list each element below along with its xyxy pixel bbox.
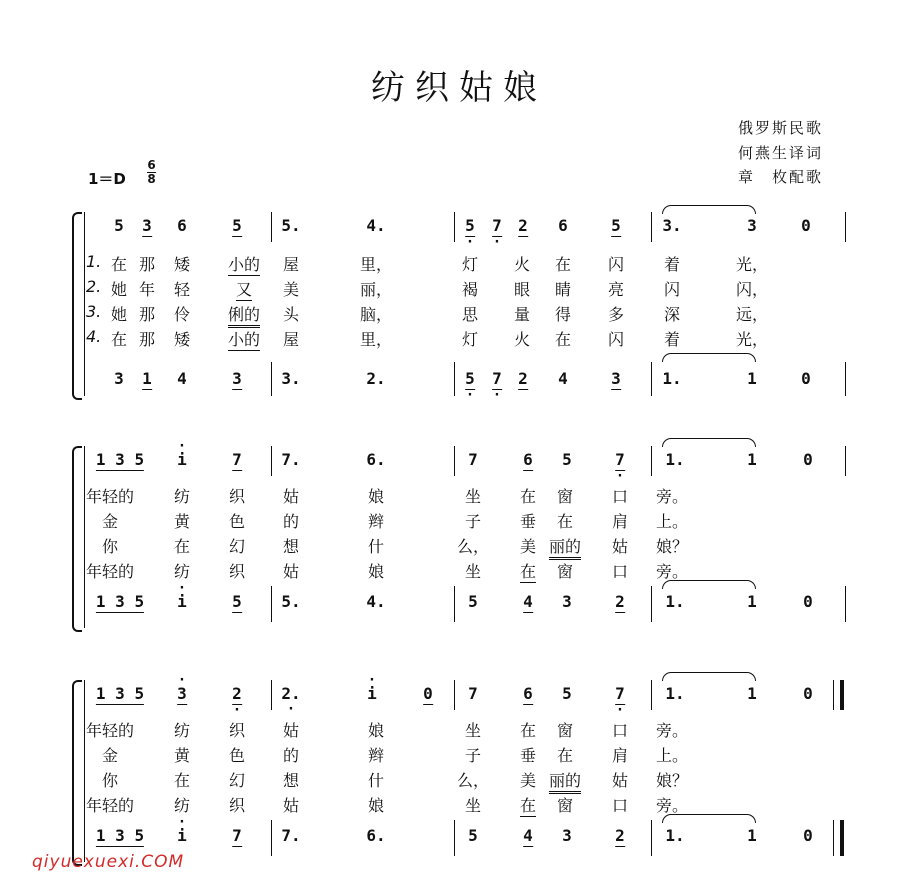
lyric-syllable: 那 bbox=[138, 255, 156, 274]
barline bbox=[454, 212, 455, 242]
lyric-syllable: 深 bbox=[663, 305, 681, 324]
lyric-syllable: 姑 bbox=[282, 796, 300, 815]
barline bbox=[833, 680, 834, 710]
lower-note: 1 bbox=[747, 826, 757, 845]
lower-note: 6. bbox=[366, 826, 386, 845]
lyric-syllable: 在 bbox=[520, 793, 536, 817]
upper-note: 7 · bbox=[492, 216, 502, 237]
watermark: qiyuexuexi.COM bbox=[32, 852, 185, 872]
verse-number: 3. bbox=[86, 302, 102, 321]
barline bbox=[651, 362, 652, 396]
lyric-syllable: 肩 bbox=[611, 746, 629, 765]
lyric-syllable: 旁。 bbox=[655, 796, 689, 815]
lyric-syllable: 坐 bbox=[464, 796, 482, 815]
lyric-syllable: 思 bbox=[461, 305, 479, 324]
lyric-syllable: 屋 bbox=[282, 330, 300, 349]
lyric-syllable: 年轻的 bbox=[85, 796, 135, 815]
upper-note: 0 bbox=[801, 216, 811, 235]
upper-note: 1. bbox=[665, 450, 685, 469]
upper-note: 5 bbox=[114, 216, 124, 235]
lyric-syllable: 着 bbox=[663, 255, 681, 274]
lyric-syllable: 织 bbox=[228, 562, 246, 581]
lower-note: 2 bbox=[615, 592, 625, 611]
barline bbox=[833, 820, 834, 856]
barline bbox=[271, 586, 272, 622]
lower-note: 4. bbox=[366, 592, 386, 611]
barline bbox=[271, 362, 272, 396]
lower-note: 5 · bbox=[465, 369, 475, 390]
lyric-syllable: 在 bbox=[554, 255, 572, 274]
song-title: 纺织姑娘 bbox=[371, 68, 547, 108]
lyric-syllable: 在 bbox=[520, 559, 536, 583]
lyric-syllable: 娘 bbox=[367, 487, 385, 506]
lyric-syllable: 美 bbox=[519, 771, 537, 790]
lyric-syllable: 小的 bbox=[228, 327, 260, 351]
lyric-syllable: 口 bbox=[611, 487, 629, 506]
lyric-syllable: 娘？ bbox=[655, 537, 689, 556]
barline bbox=[271, 820, 272, 856]
barline bbox=[845, 446, 846, 476]
lyric-syllable: 脑， bbox=[359, 305, 393, 324]
lyric-syllable: 她 bbox=[110, 280, 128, 299]
lyric-syllable: 在 bbox=[556, 746, 574, 765]
lower-note: 3 bbox=[562, 592, 572, 611]
lower-note: 4 bbox=[523, 592, 533, 611]
lyric-syllable: 黄 bbox=[173, 746, 191, 765]
tie bbox=[662, 580, 756, 589]
lyric-syllable: 小的 bbox=[228, 252, 260, 276]
lower-note: 3 bbox=[611, 369, 621, 388]
lyric-syllable: 什 bbox=[367, 771, 385, 790]
barline bbox=[651, 820, 652, 856]
lyric-syllable: 娘 bbox=[367, 796, 385, 815]
credit-arranger: 章 枚配歌 bbox=[738, 168, 824, 186]
barline bbox=[845, 362, 846, 396]
lyric-syllable: 又 bbox=[236, 277, 252, 301]
lyric-syllable: 丽， bbox=[359, 280, 393, 299]
lyric-syllable: 坐 bbox=[464, 721, 482, 740]
upper-note: 1 3 5 bbox=[95, 450, 145, 469]
lyric-syllable: 灯 bbox=[461, 255, 479, 274]
upper-note: 7 bbox=[468, 450, 478, 469]
lower-note: 1. bbox=[662, 369, 682, 388]
system-brace bbox=[72, 212, 82, 400]
barline bbox=[271, 212, 272, 242]
lower-note: · i bbox=[177, 826, 187, 845]
upper-note: 5 bbox=[562, 684, 572, 703]
barline bbox=[845, 212, 846, 242]
barline bbox=[271, 446, 272, 476]
lyric-syllable: 远， bbox=[735, 305, 769, 324]
lyric-syllable: 矮 bbox=[173, 330, 191, 349]
lyric-syllable: 窗 bbox=[556, 796, 574, 815]
lower-note: 5 bbox=[468, 592, 478, 611]
lyric-syllable: 灯 bbox=[461, 330, 479, 349]
upper-note: · 3 bbox=[177, 684, 187, 705]
lyric-syllable: 在 bbox=[110, 330, 128, 349]
lower-note: 1 bbox=[747, 592, 757, 611]
lyric-syllable: 幻 bbox=[228, 537, 246, 556]
time-signature-bottom: 8 bbox=[147, 172, 156, 186]
lower-note: 1 3 5 bbox=[95, 826, 145, 845]
upper-note: 3 bbox=[747, 216, 757, 235]
lyric-syllable: 着 bbox=[663, 330, 681, 349]
upper-note: 1. bbox=[665, 684, 685, 703]
upper-note: 6. bbox=[366, 450, 386, 469]
lyric-syllable: 口 bbox=[611, 796, 629, 815]
upper-note: 1 bbox=[747, 684, 757, 703]
upper-note: 7 · bbox=[615, 450, 625, 471]
lyric-syllable: 娘？ bbox=[655, 771, 689, 790]
lower-note: 4 bbox=[523, 826, 533, 845]
lyric-syllable: 旁。 bbox=[655, 487, 689, 506]
lyric-syllable: 坐 bbox=[464, 487, 482, 506]
lyric-syllable: 轻 bbox=[173, 280, 191, 299]
lyric-syllable: 年轻的 bbox=[85, 487, 135, 506]
lyric-syllable: 么， bbox=[456, 537, 490, 556]
lyric-syllable: 纺 bbox=[173, 562, 191, 581]
lyric-syllable: 亮 bbox=[607, 280, 625, 299]
lyric-syllable: 在 bbox=[519, 721, 537, 740]
lyric-syllable: 在 bbox=[110, 255, 128, 274]
lower-note: 0 bbox=[803, 826, 813, 845]
lyric-syllable: 年 bbox=[138, 280, 156, 299]
system-line bbox=[84, 212, 85, 396]
lyric-syllable: 辫 bbox=[367, 746, 385, 765]
tie bbox=[662, 438, 756, 447]
lyric-syllable: 年轻的 bbox=[85, 562, 135, 581]
tie bbox=[662, 672, 756, 681]
lyric-syllable: 褐 bbox=[461, 280, 479, 299]
upper-note: 1 bbox=[747, 450, 757, 469]
lyric-syllable: 多 bbox=[607, 305, 625, 324]
upper-note: 7 bbox=[468, 684, 478, 703]
lyric-syllable: 什 bbox=[367, 537, 385, 556]
lyric-syllable: 闪 bbox=[663, 280, 681, 299]
time-signature-top: 6 bbox=[147, 158, 156, 172]
lyric-syllable: 口 bbox=[611, 562, 629, 581]
lyric-syllable: 她 bbox=[110, 305, 128, 324]
lyric-syllable: 色 bbox=[228, 746, 246, 765]
upper-note: 5 · bbox=[465, 216, 475, 237]
lyric-syllable: 旁。 bbox=[655, 562, 689, 581]
lyric-syllable: 么， bbox=[456, 771, 490, 790]
lyric-syllable: 火 bbox=[513, 255, 531, 274]
lyric-syllable: 闪， bbox=[735, 280, 769, 299]
lyric-syllable: 金 bbox=[101, 746, 119, 765]
verse-number: 4. bbox=[86, 327, 102, 346]
system-brace bbox=[72, 446, 82, 632]
lyric-syllable: 闪 bbox=[607, 330, 625, 349]
upper-note: 2. · bbox=[281, 684, 300, 703]
lyric-syllable: 那 bbox=[138, 330, 156, 349]
lyric-syllable: 丽的 bbox=[549, 534, 581, 560]
lower-note: 1 3 5 bbox=[95, 592, 145, 611]
lower-note: 7. bbox=[281, 826, 301, 845]
lyric-syllable: 想 bbox=[282, 537, 300, 556]
lyric-syllable: 你 bbox=[101, 771, 119, 790]
lower-note: 3 bbox=[562, 826, 572, 845]
final-barline bbox=[840, 680, 844, 710]
lyric-syllable: 姑 bbox=[611, 771, 629, 790]
lyric-syllable: 头 bbox=[282, 305, 300, 324]
lyric-syllable: 织 bbox=[228, 721, 246, 740]
upper-note: 5 bbox=[611, 216, 621, 235]
upper-note: 6 bbox=[177, 216, 187, 235]
system-line bbox=[84, 446, 85, 628]
lower-note: 5 bbox=[232, 592, 242, 611]
upper-note: 7 · bbox=[615, 684, 625, 705]
verse-number: 1. bbox=[86, 252, 102, 271]
lower-note: 1. bbox=[665, 826, 685, 845]
barline bbox=[454, 680, 455, 710]
upper-note: 7 bbox=[232, 450, 242, 469]
lower-note: 1 bbox=[747, 369, 757, 388]
lyric-syllable: 想 bbox=[282, 771, 300, 790]
lyric-syllable: 量 bbox=[513, 305, 531, 324]
lyric-syllable: 在 bbox=[556, 512, 574, 531]
lyric-syllable: 那 bbox=[138, 305, 156, 324]
credit-origin: 俄罗斯民歌 bbox=[738, 119, 824, 137]
barline bbox=[651, 212, 652, 242]
lyric-syllable: 黄 bbox=[173, 512, 191, 531]
upper-note: 6 bbox=[523, 450, 533, 469]
lyric-syllable: 矮 bbox=[173, 255, 191, 274]
lower-note: 7 · bbox=[492, 369, 502, 390]
upper-note: 0 bbox=[803, 684, 813, 703]
lower-note: 4 bbox=[177, 369, 187, 388]
lyric-syllable: 窗 bbox=[556, 562, 574, 581]
lyric-syllable: 光， bbox=[735, 330, 769, 349]
barline bbox=[271, 680, 272, 710]
time-signature bbox=[147, 160, 156, 185]
barline bbox=[651, 586, 652, 622]
lyric-syllable: 睛 bbox=[554, 280, 572, 299]
tie bbox=[662, 205, 756, 214]
lyric-syllable: 垂 bbox=[519, 512, 537, 531]
lyric-syllable: 里， bbox=[359, 255, 393, 274]
upper-note: 5 bbox=[232, 216, 242, 235]
lyric-syllable: 美 bbox=[282, 280, 300, 299]
lyric-syllable: 姑 bbox=[282, 487, 300, 506]
lyric-syllable: 年轻的 bbox=[85, 721, 135, 740]
lyric-syllable: 织 bbox=[228, 796, 246, 815]
lower-note: 2 bbox=[615, 826, 625, 845]
lyric-syllable: 幻 bbox=[228, 771, 246, 790]
lyric-syllable: 你 bbox=[101, 537, 119, 556]
upper-note: 0 bbox=[423, 684, 433, 703]
lyric-syllable: 伶 bbox=[173, 305, 191, 324]
verse-number: 2. bbox=[86, 277, 102, 296]
system-brace bbox=[72, 680, 82, 866]
system-line bbox=[84, 680, 85, 862]
barline bbox=[651, 680, 652, 710]
upper-note: 1 3 5 bbox=[95, 684, 145, 703]
lyric-syllable: 辫 bbox=[367, 512, 385, 531]
lower-note: 1. bbox=[665, 592, 685, 611]
lower-note: 3 bbox=[114, 369, 124, 388]
lyric-syllable: 火 bbox=[513, 330, 531, 349]
lyric-syllable: 坐 bbox=[464, 562, 482, 581]
lyric-syllable: 肩 bbox=[611, 512, 629, 531]
lyric-syllable: 窗 bbox=[556, 721, 574, 740]
lyric-syllable: 丽的 bbox=[549, 768, 581, 794]
upper-note: 7. bbox=[281, 450, 301, 469]
barline bbox=[651, 446, 652, 476]
lyric-syllable: 美 bbox=[519, 537, 537, 556]
upper-note: 5. bbox=[281, 216, 301, 235]
upper-note: 3. bbox=[662, 216, 682, 235]
lyric-syllable: 纺 bbox=[173, 487, 191, 506]
upper-note: 0 bbox=[803, 450, 813, 469]
lower-note: · i bbox=[177, 592, 187, 611]
lyric-syllable: 在 bbox=[519, 487, 537, 506]
lyric-syllable: 眼 bbox=[513, 280, 531, 299]
tie bbox=[662, 814, 756, 823]
lyric-syllable: 闪 bbox=[607, 255, 625, 274]
lyric-syllable: 金 bbox=[101, 512, 119, 531]
upper-note: 5 bbox=[562, 450, 572, 469]
lower-note: 1 bbox=[142, 369, 152, 388]
lower-note: 2. bbox=[366, 369, 386, 388]
barline bbox=[454, 362, 455, 396]
lyric-syllable: 纺 bbox=[173, 796, 191, 815]
lyric-syllable: 的 bbox=[282, 746, 300, 765]
tie bbox=[662, 353, 756, 362]
lower-note: 0 bbox=[801, 369, 811, 388]
lyric-syllable: 光， bbox=[735, 255, 769, 274]
upper-note: · i bbox=[367, 684, 377, 703]
lyric-syllable: 窗 bbox=[556, 487, 574, 506]
lower-note: 3. bbox=[281, 369, 301, 388]
lyric-syllable: 上。 bbox=[655, 746, 689, 765]
upper-note: 2 · bbox=[232, 684, 242, 705]
barline bbox=[845, 586, 846, 622]
lyric-syllable: 纺 bbox=[173, 721, 191, 740]
lower-note: 0 bbox=[803, 592, 813, 611]
upper-note: 6 bbox=[558, 216, 568, 235]
lyric-syllable: 姑 bbox=[282, 562, 300, 581]
lyric-syllable: 子 bbox=[464, 746, 482, 765]
lyric-syllable: 上。 bbox=[655, 512, 689, 531]
lower-note: 5. bbox=[281, 592, 301, 611]
credit-lyricist: 何燕生译词 bbox=[738, 144, 824, 162]
lyric-syllable: 的 bbox=[282, 512, 300, 531]
upper-note: 4. bbox=[366, 216, 386, 235]
lyric-syllable: 垂 bbox=[519, 746, 537, 765]
final-barline bbox=[840, 820, 844, 856]
lyric-syllable: 屋 bbox=[282, 255, 300, 274]
lower-note: 3 bbox=[232, 369, 242, 388]
lyric-syllable: 口 bbox=[611, 721, 629, 740]
lower-note: 7 bbox=[232, 826, 242, 845]
lyric-syllable: 色 bbox=[228, 512, 246, 531]
lyric-syllable: 在 bbox=[173, 771, 191, 790]
barline bbox=[454, 446, 455, 476]
lower-note: 4 bbox=[558, 369, 568, 388]
barline bbox=[454, 820, 455, 856]
barline bbox=[454, 586, 455, 622]
lyric-syllable: 俐的 bbox=[228, 302, 260, 328]
lyric-syllable: 姑 bbox=[611, 537, 629, 556]
lyric-syllable: 织 bbox=[228, 487, 246, 506]
lyric-syllable: 娘 bbox=[367, 562, 385, 581]
lyric-syllable: 娘 bbox=[367, 721, 385, 740]
key-signature: 1＝D bbox=[88, 170, 126, 188]
lyric-syllable: 在 bbox=[554, 330, 572, 349]
lower-note: 2 bbox=[518, 369, 528, 388]
lyric-syllable: 得 bbox=[554, 305, 572, 324]
lyric-syllable: 姑 bbox=[282, 721, 300, 740]
lyric-syllable: 子 bbox=[464, 512, 482, 531]
lyric-syllable: 里， bbox=[359, 330, 393, 349]
lyric-syllable: 旁。 bbox=[655, 721, 689, 740]
lower-note: 5 bbox=[468, 826, 478, 845]
upper-note: 3 bbox=[142, 216, 152, 235]
upper-note: 2 bbox=[518, 216, 528, 235]
lyric-syllable: 在 bbox=[173, 537, 191, 556]
upper-note: · i bbox=[177, 450, 187, 469]
upper-note: 6 bbox=[523, 684, 533, 703]
